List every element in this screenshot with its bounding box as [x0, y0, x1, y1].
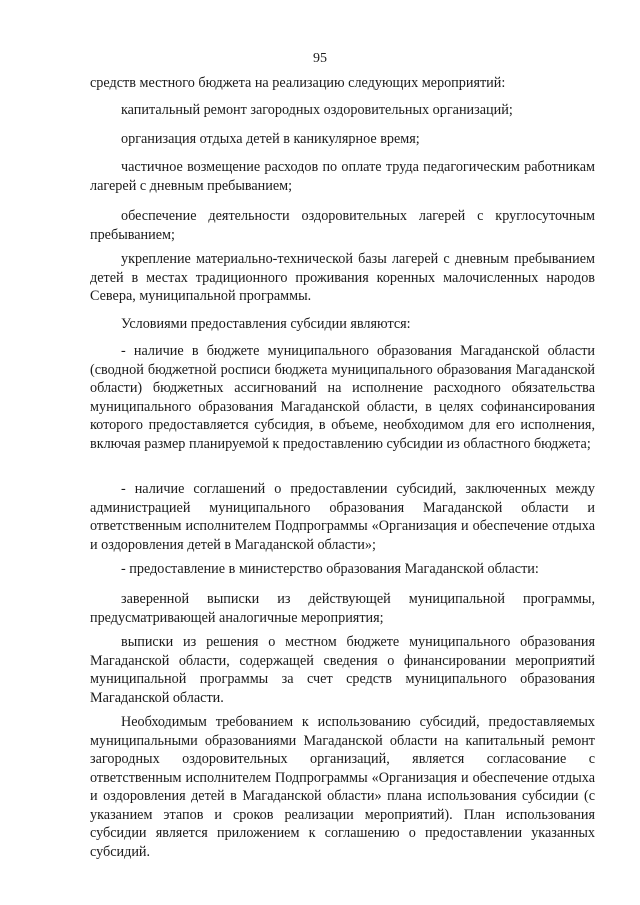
paragraph: Необходимым требованием к использованию субсидий, предоставляемых муниципальными образованиями Магаданской области на капитальный ремонт загородных оздоровительных организаций, является согласование с ответственным исполнителем Подпрограммы «Организация и обеспечение отдыха и оздоровления детей в Магаданской области» плана использования субсидии (с указанием этапов и сроков реализации мероприятий). План использования субсидии является приложением к соглашению о предоставлении указанных субсидий.: [90, 714, 595, 860]
list-item-camp-operations: [90, 207, 595, 244]
paragraph: обеспечение деятельности оздоровительных лагерей с круглосуточным пребыванием;: [90, 208, 595, 243]
list-item-vacation-rest: [90, 130, 595, 149]
paragraph-continuation: [90, 74, 595, 93]
page-number: 95: [313, 51, 327, 66]
submission-item-extract: [90, 590, 595, 627]
paragraph: выписки из решения о местном бюджете муниципального образования Магаданской области, содержащей сведения о финансировании мероприятий муниципальной программы за счет средств муниципального образования Магаданской области.: [90, 634, 595, 706]
paragraph: частичное возмещение расходов по оплате труда педагогическим работникам лагерей с дневным пребыванием;: [90, 159, 595, 194]
conditions-heading: [90, 315, 595, 334]
paragraph: капитальный ремонт загородных оздоровительных организаций;: [121, 102, 513, 118]
paragraph: Условиями предоставления субсидии являются:: [121, 316, 411, 332]
paragraph: средств местного бюджета на реализацию следующих мероприятий:: [90, 75, 506, 91]
submission-item-budget-decision: [90, 633, 595, 707]
paragraph: укрепление материально-технической базы лагерей с дневным пребыванием детей в местах традиционного проживания коренных малочисленных народов Севера, муниципальной программы.: [90, 251, 595, 304]
list-item-infrastructure: [90, 250, 595, 306]
paragraph: - наличие в бюджете муниципального образования Магаданской области (сводной бюджетной росписи бюджета муниципального образования Магаданской области) бюджетных ассигнований на исполнение расходного обязательства муниципального образования Магаданской области, в целях софинансирования которого предоставляется субсидия, в объеме, необходимом для его исполнения, включая размер планируемой к предоставлению субсидии из областного бюджета;: [90, 343, 595, 452]
condition-submission: [90, 560, 595, 579]
paragraph: - предоставление в министерство образования Магаданской области:: [121, 561, 539, 577]
paragraph: - наличие соглашений о предоставлении субсидий, заключенных между администрацией муниципального образования Магаданской области и ответственным исполнителем Подпрограммы «Организация и обеспечение отдыха и оздоровления детей в Магаданской области»;: [90, 481, 595, 553]
paragraph: заверенной выписки из действующей муниципальной программы, предусматривающей аналогичные мероприятия;: [90, 591, 595, 626]
condition-budget: [90, 342, 595, 453]
requirements-paragraph: [90, 713, 595, 861]
list-item-capital-repair: [90, 101, 595, 120]
list-item-salary-compensation: [90, 158, 595, 195]
condition-agreements: [90, 480, 595, 554]
paragraph: организация отдыха детей в каникулярное время;: [121, 131, 420, 147]
